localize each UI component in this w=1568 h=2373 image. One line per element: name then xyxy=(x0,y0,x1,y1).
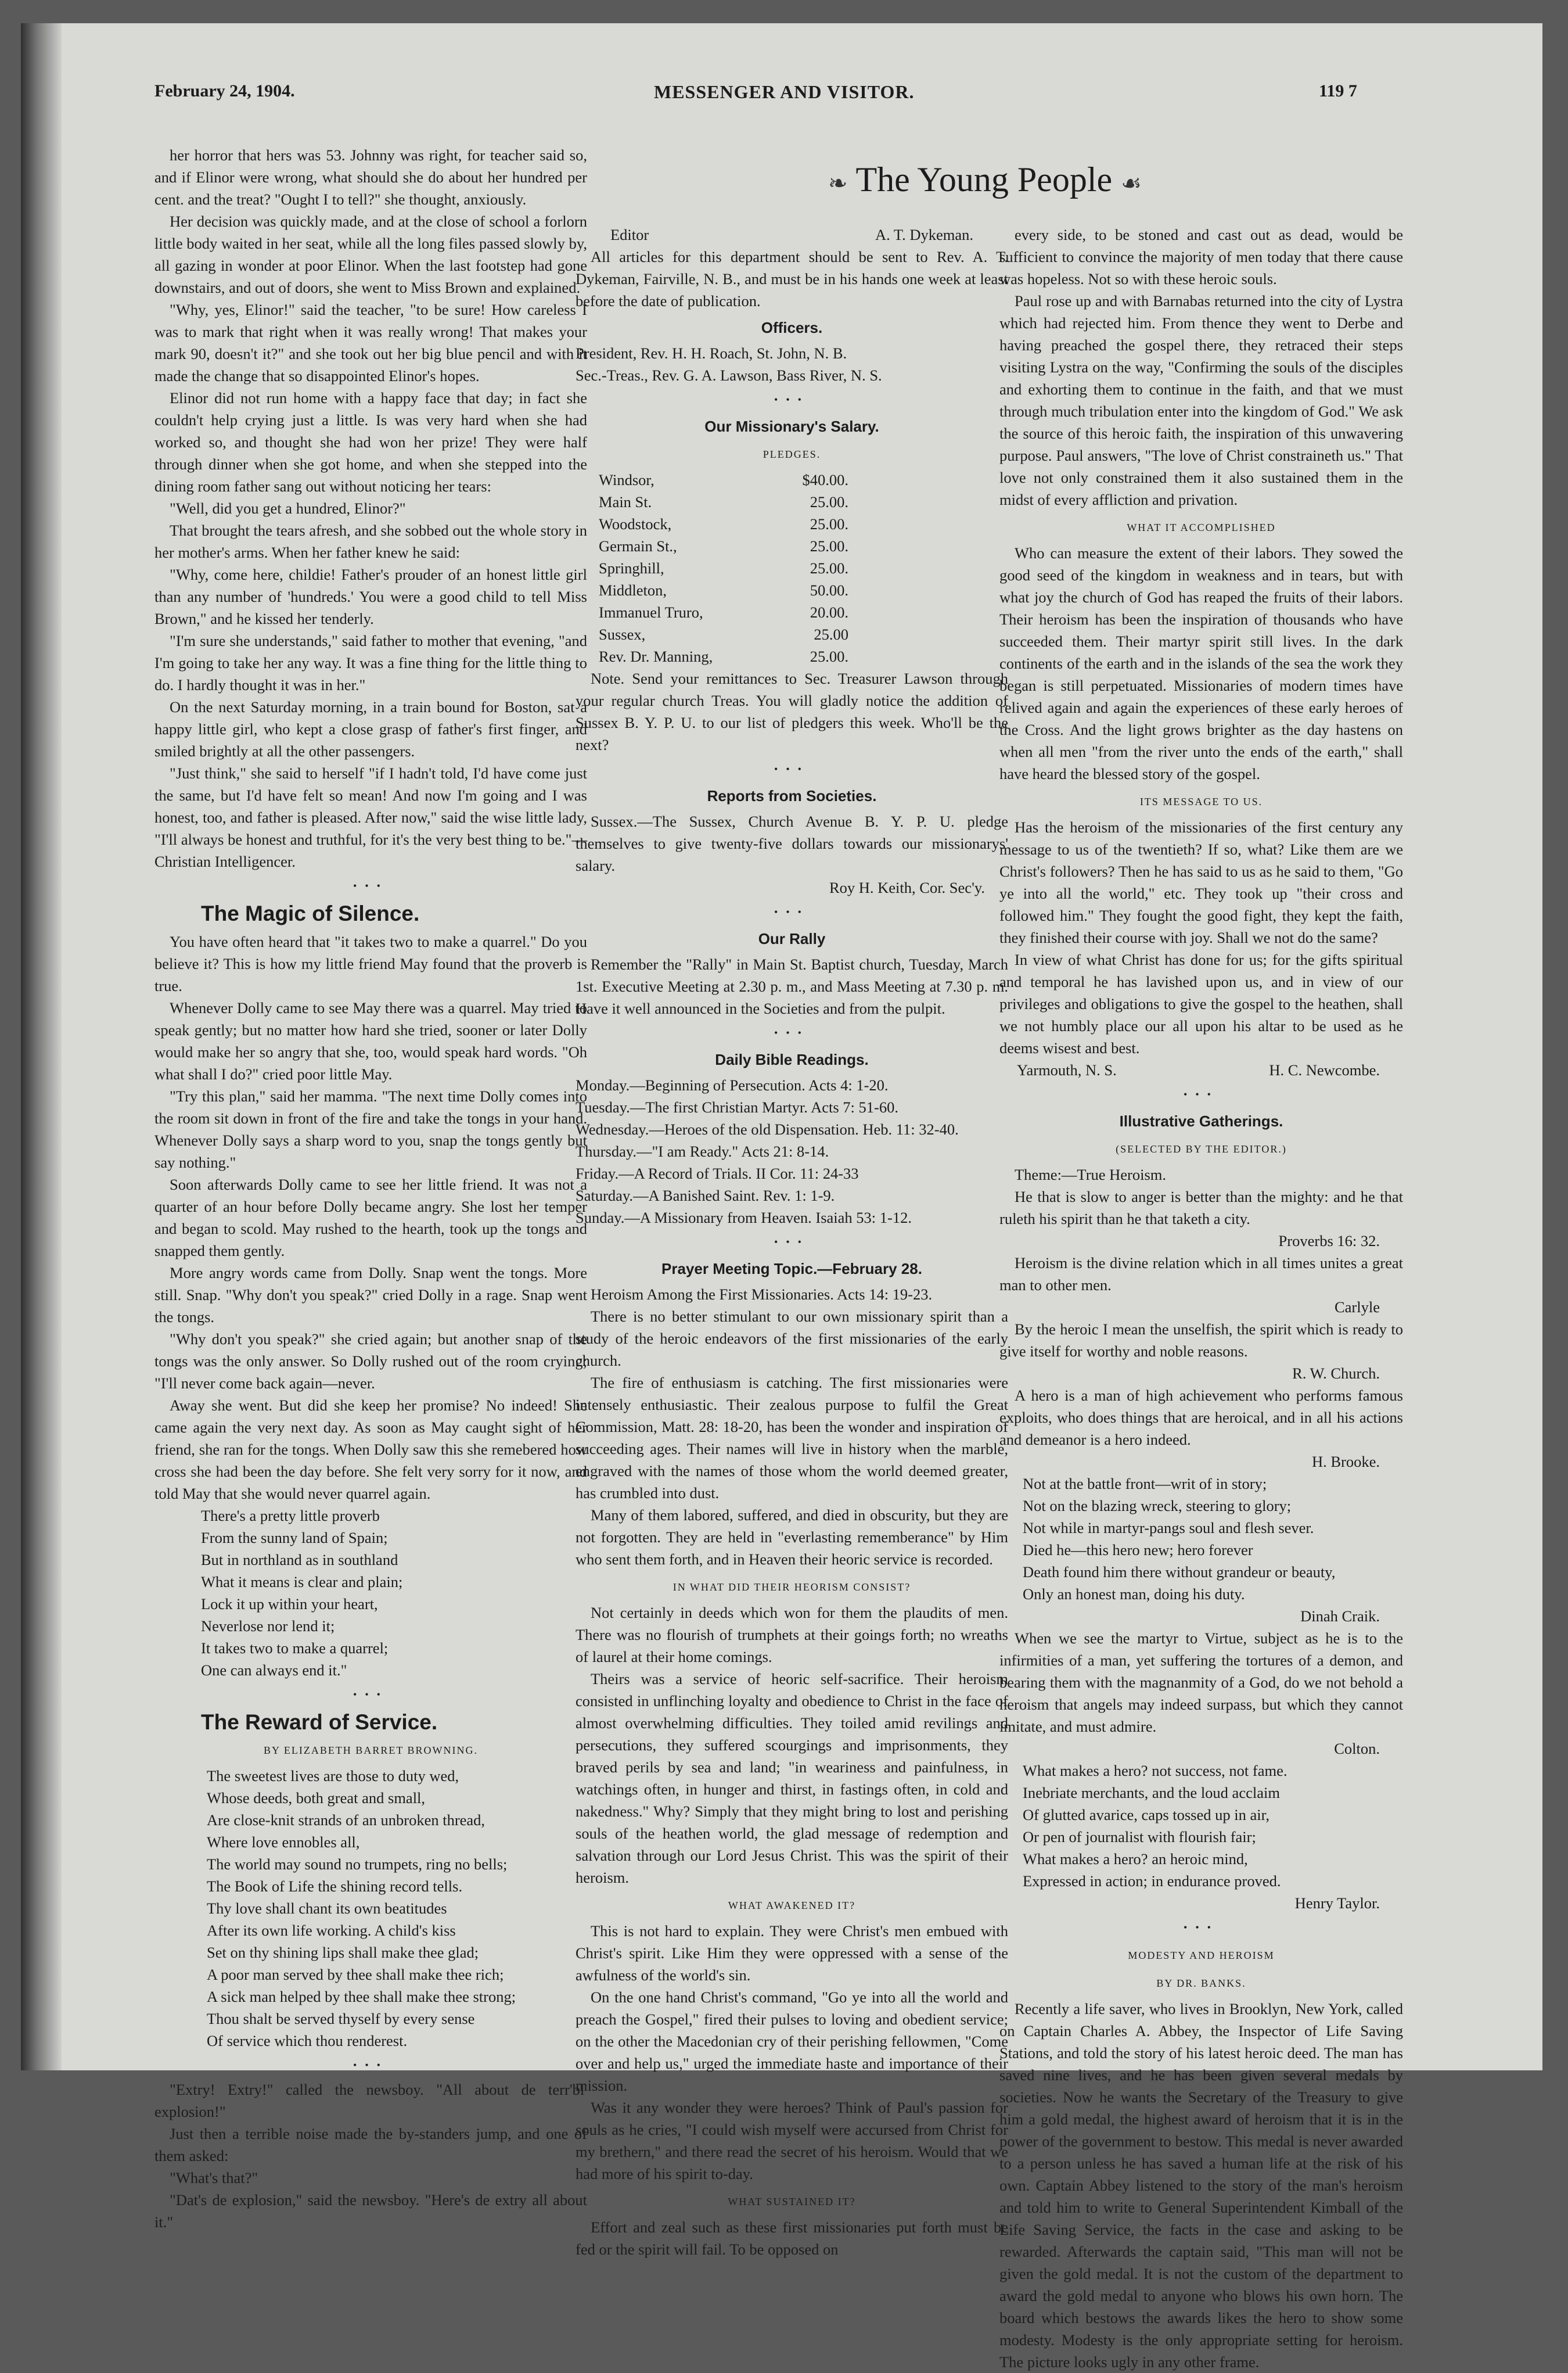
editor-line xyxy=(576,224,1008,246)
page-number: 119 7 xyxy=(1319,81,1357,100)
reports-text: Sussex.—The Sussex, Church Avenue B. Y. P. U. pledge themselves to give twenty-five dollars towards our missionarys' salary. xyxy=(576,813,1008,874)
paragraph: On the next Saturday morning, in a train bound for Boston, sat a happy little girl, who kept a close grasp of father's first finger, and smiled brightly at all the other passengers. xyxy=(154,698,587,760)
rally-text: Remember the "Rally" in Main St. Baptist church, Tuesday, March 1st. Executive Meeting at 2.30 p. m., and Mass Meeting at 7.30 p. m. Have it well announced in the Societies and from the pulpit. xyxy=(576,956,1008,1017)
paragraph: Theirs was a service of heoric self-sacrifice. Their heroism consisted in unflinching loyalty and obedience to Christ in the face of almost overwhelming difficulties. They toiled amid revilings and persecutions, they suffered scourgings and imprisonments, they braved perils by sea and land; "in weariness and painfulness, in watchings often, in hunger and thirst, in fastings often, in cold and nakedness." Why? Simply that they might bring to lost and perishing souls of the heathen world, the glad message of redemption and salvation through our Lord Jesus Christ. This was the spirit of their heroism. xyxy=(576,1670,1008,1886)
pledge-name: Rev. Dr. Manning, xyxy=(599,648,713,665)
reading-line: Tuesday.—The first Christian Martyr. Acts 7: 51-60. xyxy=(576,1098,898,1116)
bible-readings xyxy=(576,1074,1008,1229)
pledges-table xyxy=(576,469,1008,667)
paragraph: This is not hard to explain. They were Christ's men embued with Christ's spirit. Like Him they were oppressed with a sense of the awfulness of the world's sin. xyxy=(576,1922,1008,1984)
poem-line: Are close-knit strands of an unbroken thread, xyxy=(207,1811,485,1829)
poem-line: Not on the blazing wreck, steering to glory; xyxy=(1023,1497,1292,1514)
paragraph: Recently a life saver, who lives in Brooklyn, New York, called on Captain Charles A. Abbey, the Inspector of Life Saving Stations, and told the story of his latest heroic deed. The man has saved nine lives, and he has been given several medals by societies. Now he wants the Secretary of the Treasury to give him a gold medal, the highest award of heroism that it is in the power of the government to bestow. This medal is never awarded to a person unless he has saved a human life at the risk of his own. Captain Abbey listened to the story of the man's heroism and told him to write to General Superintendent Kimball of the Life Saving Service, the facts in the case and asking to be rewarded. Afterwards the captain said, "This man will not be given the gold medal. It is not the custom of the department to award the gold medal to anyone who blows his own horn. The board which bestows the awards likes the hero to show some modesty. Modesty is the only appropriate setting for heroism. The picture looks ugly in any other frame. xyxy=(999,2000,1403,2371)
pledge-amount: 25.00. xyxy=(810,648,848,665)
paragraph: Has the heroism of the missionaries of the first century any message to us of the twentieth? If so, what? Like them are we Christ's followers? Then he has said to us as he said to them, "Go ye into all the world," etc. They took up "their cross and followed him." They fought the good fight, they kept the faith, they finished their course with joy. Shall we not do the same? xyxy=(999,818,1403,946)
section-divider: ••• xyxy=(774,394,810,405)
poem-line: Whose deeds, both great and small, xyxy=(207,1789,426,1807)
story-continued xyxy=(154,144,587,873)
awakened-heading: WHAT AWAKENED IT? xyxy=(728,1900,856,1911)
fleuron-left-icon: ❧ xyxy=(828,170,848,196)
heroism-continued xyxy=(999,224,1403,511)
section-divider: ••• xyxy=(774,1236,810,1248)
pledge-name: Sussex, xyxy=(599,626,646,643)
pledge-amount: $40.00. xyxy=(802,471,848,489)
poem-line: Death found him there without grandeur or beauty, xyxy=(1023,1563,1336,1581)
poem-line: There's a pretty little proverb xyxy=(201,1507,380,1524)
paragraph: Her decision was quickly made, and at the close of school a forlorn little body waited in her seat, while all the long files passed slowly by, all gazing in wonder at poor Elinor. When the last footstep had gone downstairs, and out of doors, she went to Miss Brown and explained. xyxy=(154,213,587,296)
paragraph: "What's that?" xyxy=(170,2169,258,2187)
poem-line: Only an honest man, doing his duty. xyxy=(1023,1585,1245,1603)
poem-line: Thy love shall chant its own beatitudes xyxy=(207,1900,447,1917)
section-divider: ••• xyxy=(774,1027,810,1039)
paragraph: "Just think," she said to herself "if I hadn't told, I'd have come just the same, but I'd have felt so mean! And now I'm going and I was honest, too, and father is pleased. After now," said the wise little lady, "I'll always be honest and truthful, for it's the very best thing to be."—Christian Intelligencer. xyxy=(154,764,587,870)
editor-name: A. T. Dykeman. xyxy=(875,226,973,243)
gatherings-title: Illustrative Gatherings. xyxy=(1119,1112,1283,1130)
section-divider: ••• xyxy=(774,763,810,775)
poem-line: A poor man served by thee shall make thee rich; xyxy=(207,1966,504,1983)
awakened-article xyxy=(576,1920,1008,2185)
quote-source: Carlyle xyxy=(1335,1298,1380,1316)
pledge-name: Germain St., xyxy=(599,537,677,555)
officer-line: Sec.-Treas., Rev. G. A. Lawson, Bass River, N. S. xyxy=(576,367,882,384)
paragraph: "Try this plan," said her mamma. "The next time Dolly comes into the room sit down in front of the fire and take the tongs in your hand. Whenever Dolly says a sharp word to you, snap the tongs gently but say nothing." xyxy=(154,1087,587,1171)
paragraph: her horror that hers was 53. Johnny was right, for teacher said so, and if Elinor were wrong, what should she do about her hundred per cent. and the treat? "Ought I to tell?" she thought, anxiously. xyxy=(154,146,587,208)
reading-line: Wednesday.—Heroes of the old Dispensation. Heb. 11: 32-40. xyxy=(576,1121,959,1138)
paragraph: That brought the tears afresh, and she sobbed out the whole story in her mother's arms. When her father knew he said: xyxy=(154,522,587,561)
pledge-name: Middleton, xyxy=(599,581,667,599)
craik-poem xyxy=(1023,1473,1403,1605)
poem-line: Where love ennobles all, xyxy=(207,1833,360,1851)
pledge-row xyxy=(599,579,848,601)
pledge-row xyxy=(599,557,848,579)
poem-line: Died he—this hero new; hero forever xyxy=(1023,1541,1253,1559)
paragraph: Paul rose up and with Barnabas returned into the city of Lystra which had rejected him. From thence they went to Derbe and having preached the gospel there, they retraced their steps visiting Lystra on the way, "Confirming the souls of the disciples and exhorting them to continue in the faith, and that we must through much tribulation enter into the kingdom of God." We ask the source of this heroic faith, the inspiration of this unwavering purpose. Paul answers, "The love of Christ constraineth us." That love not only constrained them it also sustained them in the midst of every affliction and privation. xyxy=(999,292,1403,508)
paragraph: "I'm sure she understands," said father to mother that evening, "and I'm going to take her any way. It was a fine thing for the little thing to do. I hardly thought it was in her." xyxy=(154,632,587,694)
sustained-heading: WHAT SUSTAINED IT? xyxy=(728,2196,856,2207)
reports-title: Reports from Societies. xyxy=(707,787,877,805)
paragraph: Was it any wonder they were heroes? Think of Paul's passion for souls as he cries, "I could wish myself were accursed from Christ for my brethern," and there read the secret of his heroism. Would that we had more of his spirit to-day. xyxy=(576,2099,1008,2182)
taylor-poem xyxy=(1023,1760,1403,1892)
signature-name: H. C. Newcombe. xyxy=(1269,1061,1380,1079)
sustained-article xyxy=(576,2216,1008,2260)
consist-heading: IN WHAT DID THEIR HEORISM CONSIST? xyxy=(672,1581,911,1593)
article-signature xyxy=(1017,1059,1403,1081)
pledge-amount: 25.00. xyxy=(810,515,848,533)
poem-line: Expressed in action; in endurance proved. xyxy=(1023,1872,1281,1890)
quote-source: R. W. Church. xyxy=(1292,1365,1380,1382)
section-title-text: The Young People xyxy=(855,160,1113,199)
pledge-row xyxy=(599,623,848,645)
poem-line: What makes a hero? not success, not fame. xyxy=(1023,1762,1288,1779)
poem-line: Or pen of journalist with flourish fair; xyxy=(1023,1828,1256,1846)
signature-place: Yarmouth, N. S. xyxy=(1017,1061,1117,1079)
column-three xyxy=(999,224,1403,2373)
consist-article xyxy=(576,1602,1008,1889)
poem-line: Of glutted avarice, caps tossed up in air, xyxy=(1023,1806,1270,1823)
pledge-name: Woodstock, xyxy=(599,515,672,533)
paragraph: Just then a terrible noise made the by-standers jump, and one of them asked: xyxy=(154,2125,587,2164)
quote-source: Proverbs 16: 32. xyxy=(1278,1232,1380,1250)
poem-line: Not at the battle front—writ of in story; xyxy=(1023,1475,1267,1492)
officer-line: President, Rev. H. H. Roach, St. John, N. B. xyxy=(576,344,847,362)
quote-source: H. Brooke. xyxy=(1311,1453,1380,1470)
pledge-amount: 20.00. xyxy=(810,604,848,621)
section-title xyxy=(828,160,1142,200)
section-divider: ••• xyxy=(353,1689,389,1700)
quote-text: A hero is a man of high achievement who performs famous exploits, who does things that are heroical, and in all his actions and demeanor is a hero indeed. xyxy=(999,1387,1403,1448)
quote-text: Heroism is the divine relation which in all times unites a great man to other men. xyxy=(999,1254,1403,1294)
poem-line: Not while in martyr-pangs soul and flesh sever. xyxy=(1023,1519,1314,1536)
pledge-amount: 25.00. xyxy=(810,537,848,555)
paragraph: Soon afterwards Dolly came to see her little friend. It was not a quarter of an hour before Dolly became angry. She lost her temper and began to scold. May rushed to the hearth, took up the tongs and snapped them gently. xyxy=(154,1176,587,1259)
prayer-article xyxy=(576,1283,1008,1570)
modesty-heading: MODESTY AND HEROISM xyxy=(1128,1950,1275,1961)
paragraph: The fire of enthusiasm is catching. The first missionaries were intensely enthusiastic. Their zealous purpose to fulfil the Great Commission, Matt. 28: 18-20, has been the wonder and inspiration of succeeding ages. Their names will live in history when the marble, engraved with the names of those whom the world deemed greater, has crumbled into dust. xyxy=(576,1374,1008,1502)
prayer-title: Prayer Meeting Topic.—February 28. xyxy=(661,1260,922,1277)
magic-poem xyxy=(201,1505,587,1681)
quote-text: He that is slow to anger is better than the mighty: and he that ruleth his spirit than he that taketh a city. xyxy=(999,1188,1403,1227)
poem-line: The Book of Life the shining record tells. xyxy=(207,1877,463,1895)
poem-line: What makes a hero? an heroic mind, xyxy=(1023,1850,1248,1868)
editor-intro: All articles for this department should be sent to Rev. A. T. Dykeman, Fairville, N. B., and must be in his hands one week at least before the date of publication. xyxy=(576,248,1008,310)
pledge-row xyxy=(599,513,848,535)
accomplished-heading: WHAT IT ACCOMPLISHED xyxy=(1127,522,1276,533)
pledge-amount: 25.00 xyxy=(814,626,848,643)
poem-line: Lock it up within your heart, xyxy=(201,1595,378,1613)
newspaper-page xyxy=(21,23,1542,2371)
theme-line: Theme:—True Heroism. xyxy=(1015,1166,1167,1183)
extry-article xyxy=(154,2078,587,2233)
salary-note: Note. Send your remittances to Sec. Treasurer Lawson through your regular church Treas. You will gladly notice the addition of Sussex B. Y. P. U. to our list of pledgers this week. Who'll be the next? xyxy=(576,670,1008,753)
paragraph: every side, to be stoned and cast out as dead, would be sufficient to convince the majority of men today that there cause was hopeless. Not so with these heroic souls. xyxy=(999,226,1403,288)
colton-author: Colton. xyxy=(1334,1740,1380,1757)
taylor-author: Henry Taylor. xyxy=(1294,1894,1380,1912)
paragraph: There is no better stimulant to our own missionary spirit than a study of the heroic endeavors of the first missionaries of the early church. xyxy=(576,1308,1008,1369)
officers-list xyxy=(576,342,1008,386)
paragraph: Not certainly in deeds which won for them the plaudits of men. There was no flourish of trumphets at their goings forth; no wreaths of laurel at their home comings. xyxy=(576,1604,1008,1665)
pledge-amount: 25.00. xyxy=(810,559,848,577)
pledge-amount: 25.00. xyxy=(810,493,848,511)
page-gutter-shadow xyxy=(21,23,62,2070)
magic-article xyxy=(154,931,587,1505)
paragraph: On the one hand Christ's command, "Go ye into all the world and preach the Gospel," fired their pulses to loving and obedient service; on the other the Macedonian cry of their perishing fellowmen, "Come over and help us," urged the immediate haste and importance of their mission. xyxy=(576,1988,1008,2094)
message-heading: ITS MESSAGE TO US. xyxy=(1139,796,1263,807)
reading-line: Friday.—A Record of Trials. II Cor. 11: 24-33 xyxy=(576,1165,859,1182)
paragraph: "Why, come here, childie! Father's prouder of an honest little girl than any number of 'hundreds.' You were a good child to tell Miss Brown," and he kissed her tenderly. xyxy=(154,566,587,627)
issue-date: February 24, 1904. xyxy=(154,81,295,100)
column-two xyxy=(576,224,1008,2260)
section-divider: ••• xyxy=(353,2059,389,2071)
reading-line: Thursday.—"I am Ready." Acts 21: 8-14. xyxy=(576,1143,829,1160)
poem-line: What it means is clear and plain; xyxy=(201,1573,403,1591)
paragraph: Heroism Among the First Missionaries. Acts 14: 19-23. xyxy=(591,1286,933,1303)
pledge-row xyxy=(599,601,848,623)
fleuron-right-icon: ☙ xyxy=(1121,170,1142,196)
section-divider: ••• xyxy=(353,880,389,892)
modesty-article xyxy=(999,1998,1403,2373)
section-divider: ••• xyxy=(1184,1089,1219,1100)
paragraph: Whenever Dolly came to see May there was a quarrel. May tried to speak gently; but no matter how hard she tried, sooner or later Dolly would make her so angry that she, too, would speak hard words. "Oh what shall I do?" cried poor little May. xyxy=(154,999,587,1083)
quote-text: By the heroic I mean the unselfish, the spirit which is ready to give itself for worthy and noble reasons. xyxy=(999,1320,1403,1360)
pledge-name: Immanuel Truro, xyxy=(599,604,703,621)
pledge-name: Main St. xyxy=(599,493,652,511)
poem-line: From the sunny land of Spain; xyxy=(201,1529,388,1546)
section-divider: ••• xyxy=(774,906,810,918)
column-one xyxy=(154,144,587,2233)
message-article xyxy=(999,816,1403,1059)
pledge-row xyxy=(599,469,848,491)
reward-poem xyxy=(207,1765,587,2052)
magic-title: The Magic of Silence. xyxy=(201,902,420,925)
reward-title: The Reward of Service. xyxy=(201,1710,438,1734)
paragraph: "Why don't you speak?" she cried again; but another snap of the tongs was the only answer. So Dolly rushed out of the room crying; "I'll never come back again—never. xyxy=(154,1330,587,1392)
poem-line: But in northland as in southland xyxy=(201,1551,398,1568)
pledge-row xyxy=(599,491,848,513)
poem-line: Neverlose nor lend it; xyxy=(201,1617,335,1635)
pledges-label: PLEDGES. xyxy=(763,448,821,460)
pledge-name: Springhill, xyxy=(599,559,664,577)
pledge-name: Windsor, xyxy=(599,471,654,489)
officers-title: Officers. xyxy=(761,319,823,336)
reading-line: Sunday.—A Missionary from Heaven. Isaiah 53: 1-12. xyxy=(576,1209,912,1226)
salary-title: Our Missionary's Salary. xyxy=(704,418,879,435)
paragraph: "Extry! Extry!" called the newsboy. "All about de terr'bl' explosion!" xyxy=(154,2081,587,2120)
quotes-list xyxy=(999,1186,1403,1473)
gatherings-subtitle: (SELECTED BY THE EDITOR.) xyxy=(1116,1143,1287,1155)
paragraph: Elinor did not run home with a happy face that day; in fact she couldn't help crying just a little. Is was very hard when she had worked so, and thought she had won her prize! They were half through dinner when she got home, and when she stepped into the dining room father sang out without noticing her tears: xyxy=(154,389,587,495)
pledge-row xyxy=(599,535,848,557)
paragraph: In view of what Christ has done for us; for the gifts spiritual and temporal he has lavished upon us, and in view of our privileges and obligations to give the gospel to the heathen, shall we not humbly place our all upon his altar to be used as he deems wisest and best. xyxy=(999,951,1403,1057)
paragraph: "Well, did you get a hundred, Elinor?" xyxy=(170,500,406,517)
poem-line: Thou shalt be served thyself by every sense xyxy=(207,2010,475,2027)
paragraph: "Dat's de explosion," said the newsboy. "Here's de extry all about it." xyxy=(154,2191,587,2231)
craik-author: Dinah Craik. xyxy=(1300,1607,1380,1625)
poem-line: Inebriate merchants, and the loud acclaim xyxy=(1023,1784,1280,1801)
pledge-amount: 50.00. xyxy=(810,581,848,599)
accomplished-article xyxy=(999,542,1403,785)
paragraph: Who can measure the extent of their labors. They sowed the good seed of the kingdom in weakness and in tears, but with what joy the church of God has reaped the fruits of their labors. Their heroism has been the inspiration of thousands who have succeeded them. Their martyr spirit still lives. In the dark continents of the earth and in the islands of the sea the work they began is still perpetuated. Missionaries of modern times have relived again and again the experiences of these early heroes of the Cross. And the light grows brighter as the day hastens on when all men "from the river unto the ends of the earth," shall have heard the blessed story of the gospel. xyxy=(999,544,1403,782)
section-divider: ••• xyxy=(1184,1922,1219,1933)
poem-line: The sweetest lives are those to duty wed, xyxy=(207,1767,459,1785)
paragraph: Away she went. But did she keep her promise? No indeed! She came again the very next day. As soon as May caught sight of her friend, she ran for the tongs. When Dolly saw this she remebered how cross she had been the day before. She felt very sorry for it now, and told May that she would never quarrel again. xyxy=(154,1396,587,1502)
poem-line: After its own life working. A child's kiss xyxy=(207,1922,456,1939)
poem-line: The world may sound no trumpets, ring no bells; xyxy=(207,1855,508,1873)
poem-line: Set on thy shining lips shall make thee glad; xyxy=(207,1944,479,1961)
modesty-byline: BY DR. BANKS. xyxy=(1156,1977,1246,1989)
paragraph: Many of them labored, suffered, and died in obscurity, but they are not forgotten. They are held in "everlasting rememberance" by Him who sent them forth, and in Heaven their heoric service is recorded. xyxy=(576,1506,1008,1568)
bible-title: Daily Bible Readings. xyxy=(715,1051,869,1068)
paragraph: More angry words came from Dolly. Snap went the tongs. More still. Snap. "Why don't you speak?" cried Dolly in a rage. Snap went the tongs. xyxy=(154,1264,587,1326)
masthead: MESSENGER AND VISITOR. xyxy=(654,81,915,102)
colton-quote: When we see the martyr to Virtue, subject as he is to the infirmities of a man, yet suffering the tortures of a demon, and bearing them with the magnanmity of a God, do we not behold a heroism that angels may indeed surpass, but which they cannot imitate, and must admire. xyxy=(999,1629,1403,1735)
poem-line: One can always end it." xyxy=(201,1661,347,1679)
rally-title: Our Rally xyxy=(758,930,826,947)
reports-signature: Roy H. Keith, Cor. Sec'y. xyxy=(829,879,985,896)
reading-line: Saturday.—A Banished Saint. Rev. 1: 1-9. xyxy=(576,1187,835,1204)
poem-line: It takes two to make a quarrel; xyxy=(201,1639,389,1657)
poem-line: Of service which thou renderest. xyxy=(207,2032,408,2049)
paragraph: Effort and zeal such as these first missionaries put forth must be fed or the spirit will fail. To be opposed on xyxy=(576,2218,1008,2258)
pledge-row xyxy=(599,645,848,667)
editor-label: Editor xyxy=(610,226,649,243)
reading-line: Monday.—Beginning of Persecution. Acts 4: 1-20. xyxy=(576,1076,889,1094)
paragraph: "Why, yes, Elinor!" said the teacher, "to be sure! How careless I was to mark that right when it was really wrong! That makes your mark 90, doesn't it?" and she took out her big blue pencil and with it made the change that so disappointed Elinor's hopes. xyxy=(154,301,587,385)
poem-line: A sick man helped by thee shall make thee strong; xyxy=(207,1988,516,2005)
paragraph: You have often heard that "it takes two to make a quarrel." Do you believe it? This is how my little friend May found that the proverb is true. xyxy=(154,933,587,995)
reward-author: BY ELIZABETH BARRET BROWNING. xyxy=(264,1744,478,1756)
